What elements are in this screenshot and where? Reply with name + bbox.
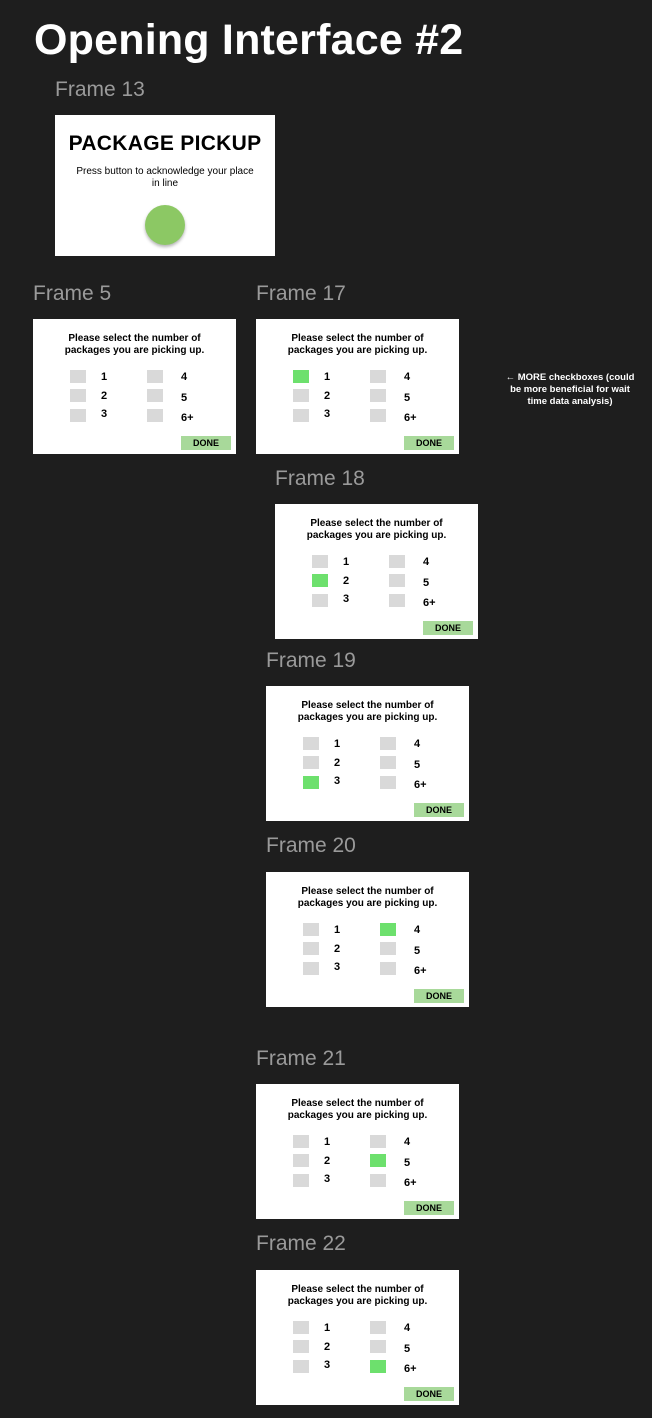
checkbox-3[interactable] xyxy=(293,409,309,422)
checkbox-label: 1 xyxy=(324,371,331,383)
done-button[interactable]: DONE xyxy=(414,989,464,1003)
checkbox-4[interactable] xyxy=(370,1321,386,1334)
checkbox-6plus[interactable] xyxy=(370,1360,386,1373)
checkbox-label: 3 xyxy=(343,593,350,605)
checkbox-label: 4 xyxy=(404,371,411,383)
frame-label: Frame 17 xyxy=(256,282,346,305)
checkbox-label: 1 xyxy=(324,1136,331,1148)
checkbox-1[interactable] xyxy=(70,370,86,383)
frame-label: Frame 20 xyxy=(266,834,356,857)
checkbox-label: 2 xyxy=(324,390,331,402)
checkbox-label: 5 xyxy=(414,945,421,957)
checkbox-label: 5 xyxy=(181,392,188,404)
checkbox-1[interactable] xyxy=(303,923,319,936)
done-button[interactable]: DONE xyxy=(404,1201,454,1215)
checkbox-4[interactable] xyxy=(370,370,386,383)
selection-prompt: Please select the number of packages you are picking up. xyxy=(287,1284,428,1307)
checkbox-label: 6+ xyxy=(404,1177,417,1189)
frame-label: Frame 18 xyxy=(275,467,365,490)
selection-prompt: Please select the number of packages you are picking up. xyxy=(64,333,205,356)
checkbox-label: 3 xyxy=(324,408,331,420)
checkbox-label: 4 xyxy=(423,556,430,568)
checkbox-1[interactable] xyxy=(293,1135,309,1148)
selection-frame xyxy=(33,319,236,454)
checkbox-1[interactable] xyxy=(293,1321,309,1334)
checkbox-5[interactable] xyxy=(389,574,405,587)
checkbox-5[interactable] xyxy=(370,1340,386,1353)
frame-label: Frame 19 xyxy=(266,649,356,672)
checkbox-5[interactable] xyxy=(147,389,163,402)
checkbox-1[interactable] xyxy=(312,555,328,568)
checkbox-label: 5 xyxy=(414,759,421,771)
checkbox-2[interactable] xyxy=(70,389,86,402)
selection-prompt: Please select the number of packages you are picking up. xyxy=(287,333,428,356)
checkbox-2[interactable] xyxy=(303,942,319,955)
checkbox-label: 5 xyxy=(404,1157,411,1169)
checkbox-label: 6+ xyxy=(404,1363,417,1375)
done-button[interactable]: DONE xyxy=(404,1387,454,1401)
checkbox-4[interactable] xyxy=(380,737,396,750)
checkbox-label: 2 xyxy=(324,1155,331,1167)
done-button[interactable]: DONE xyxy=(423,621,473,635)
checkbox-label: 5 xyxy=(423,577,430,589)
checkbox-6plus[interactable] xyxy=(380,962,396,975)
intro-heading: PACKAGE PICKUP xyxy=(68,132,262,155)
checkbox-4[interactable] xyxy=(370,1135,386,1148)
checkbox-label: 3 xyxy=(324,1173,331,1185)
selection-frame xyxy=(256,1270,459,1405)
done-button[interactable]: DONE xyxy=(404,436,454,450)
checkbox-6plus[interactable] xyxy=(370,409,386,422)
checkbox-label: 6+ xyxy=(414,779,427,791)
checkbox-label: 5 xyxy=(404,1343,411,1355)
checkbox-label: 2 xyxy=(343,575,350,587)
selection-frame xyxy=(266,872,469,1007)
checkbox-label: 3 xyxy=(101,408,108,420)
checkbox-3[interactable] xyxy=(293,1174,309,1187)
checkbox-1[interactable] xyxy=(293,370,309,383)
checkbox-label: 6+ xyxy=(181,412,194,424)
checkbox-5[interactable] xyxy=(380,756,396,769)
checkbox-2[interactable] xyxy=(303,756,319,769)
selection-frame xyxy=(256,1084,459,1219)
checkbox-label: 4 xyxy=(404,1322,411,1334)
checkbox-5[interactable] xyxy=(370,1154,386,1167)
frame-label: Frame 5 xyxy=(33,282,112,305)
checkbox-label: 3 xyxy=(324,1359,331,1371)
checkbox-5[interactable] xyxy=(380,942,396,955)
checkbox-label: 3 xyxy=(334,775,341,787)
checkbox-2[interactable] xyxy=(312,574,328,587)
checkbox-label: 4 xyxy=(181,371,188,383)
checkbox-label: 1 xyxy=(324,1322,331,1334)
checkbox-label: 2 xyxy=(324,1341,331,1353)
checkbox-3[interactable] xyxy=(303,962,319,975)
frame-label: Frame 21 xyxy=(256,1047,346,1070)
checkbox-label: 2 xyxy=(334,757,341,769)
more-checkboxes-note: ← MORE checkboxes (could be more beneficial for wait time data analysis) xyxy=(505,372,635,407)
checkbox-label: 2 xyxy=(334,943,341,955)
selection-prompt: Please select the number of packages you are picking up. xyxy=(306,518,447,541)
checkbox-5[interactable] xyxy=(370,389,386,402)
checkbox-label: 4 xyxy=(414,738,421,750)
selection-frame xyxy=(275,504,478,639)
checkbox-3[interactable] xyxy=(70,409,86,422)
checkbox-3[interactable] xyxy=(293,1360,309,1373)
checkbox-label: 4 xyxy=(404,1136,411,1148)
checkbox-label: 2 xyxy=(101,390,108,402)
checkbox-label: 1 xyxy=(334,738,341,750)
checkbox-label: 6+ xyxy=(414,965,427,977)
frame-label-13: Frame 13 xyxy=(55,78,145,101)
selection-frame xyxy=(266,686,469,821)
checkbox-4[interactable] xyxy=(389,555,405,568)
checkbox-6plus[interactable] xyxy=(147,409,163,422)
checkbox-label: 6+ xyxy=(404,412,417,424)
checkbox-4[interactable] xyxy=(380,923,396,936)
acknowledge-button[interactable] xyxy=(145,205,185,245)
done-button[interactable]: DONE xyxy=(414,803,464,817)
checkbox-6plus[interactable] xyxy=(389,594,405,607)
checkbox-4[interactable] xyxy=(147,370,163,383)
checkbox-label: 1 xyxy=(334,924,341,936)
selection-frame xyxy=(256,319,459,454)
checkbox-2[interactable] xyxy=(293,389,309,402)
checkbox-6plus[interactable] xyxy=(380,776,396,789)
selection-prompt: Please select the number of packages you are picking up. xyxy=(287,1098,428,1121)
checkbox-2[interactable] xyxy=(293,1154,309,1167)
done-button[interactable]: DONE xyxy=(181,436,231,450)
checkbox-3[interactable] xyxy=(303,776,319,789)
frame-label: Frame 22 xyxy=(256,1232,346,1255)
checkbox-6plus[interactable] xyxy=(370,1174,386,1187)
intro-subtext: Press button to acknowledge your place in line xyxy=(76,166,254,189)
selection-prompt: Please select the number of packages you are picking up. xyxy=(297,886,438,909)
checkbox-label: 1 xyxy=(101,371,108,383)
checkbox-label: 4 xyxy=(414,924,421,936)
checkbox-label: 3 xyxy=(334,961,341,973)
checkbox-label: 1 xyxy=(343,556,350,568)
checkbox-label: 5 xyxy=(404,392,411,404)
checkbox-1[interactable] xyxy=(303,737,319,750)
intro-frame xyxy=(55,115,275,256)
page-title: Opening Interface #2 xyxy=(34,16,464,64)
checkbox-label: 6+ xyxy=(423,597,436,609)
checkbox-2[interactable] xyxy=(293,1340,309,1353)
checkbox-3[interactable] xyxy=(312,594,328,607)
selection-prompt: Please select the number of packages you are picking up. xyxy=(297,700,438,723)
